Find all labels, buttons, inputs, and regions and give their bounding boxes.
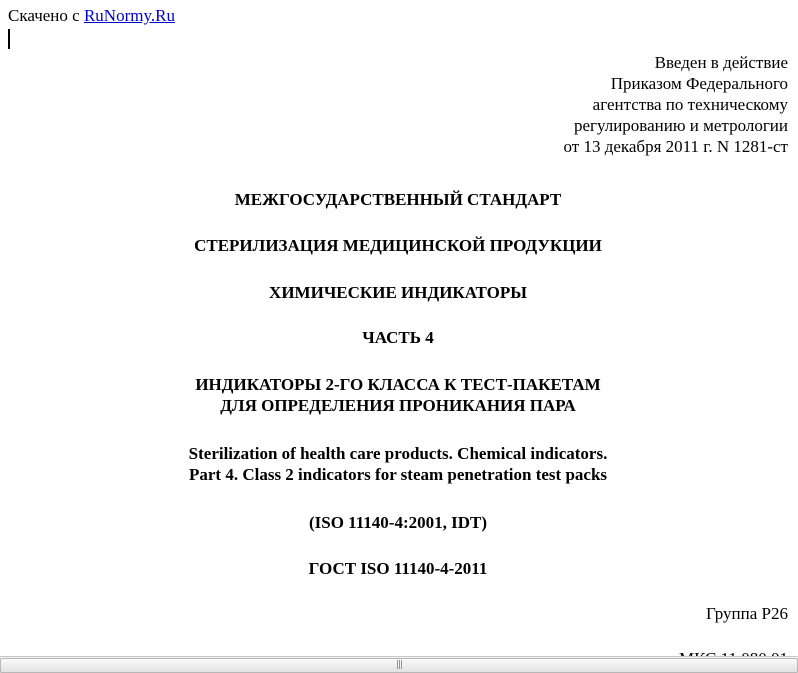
english-title-line: Sterilization of health care products. Chemical indicators. (188, 444, 608, 463)
title-heading-1: СТЕРИЛИЗАЦИЯ МЕДИЦИНСКОЙ ПРОДУКЦИИ (194, 236, 602, 255)
source-prefix: Скачено с (8, 6, 80, 25)
subtitle-line: ДЛЯ ОПРЕДЕЛЕНИЯ ПРОНИКАНИЯ ПАРА (220, 396, 576, 415)
english-title-line: Part 4. Class 2 indicators for steam penetration test packs (188, 465, 608, 484)
group-code: Группа Р26 (706, 604, 788, 623)
scrollbar-grip-icon: ||| (396, 660, 403, 670)
scrollbar-thumb[interactable] (0, 658, 798, 673)
horizontal-scrollbar[interactable] (0, 656, 798, 673)
enactment-line: Введен в действие (654, 53, 788, 72)
enactment-line: агентства по техническому (592, 95, 788, 114)
enactment-line: Приказом Федерального (610, 74, 788, 93)
gost-designation: ГОСТ ISO 11140-4-2011 (308, 559, 488, 578)
title-heading-2: ХИМИЧЕСКИЕ ИНДИКАТОРЫ (269, 283, 527, 302)
source-link[interactable]: RuNormy.Ru (83, 6, 175, 25)
enactment-note (563, 52, 788, 157)
part-heading: ЧАСТЬ 4 (362, 328, 434, 347)
subtitle-heading (0, 374, 796, 416)
enactment-line: регулированию и метрологии (573, 116, 788, 135)
source-line (8, 6, 175, 26)
subtitle-line: ИНДИКАТОРЫ 2-ГО КЛАССА К ТЕСТ-ПАКЕТАМ (195, 375, 601, 394)
english-title (0, 443, 796, 485)
standard-type-heading: МЕЖГОСУДАРСТВЕННЫЙ СТАНДАРТ (234, 190, 562, 209)
text-caret (8, 29, 10, 49)
iso-reference: (ISO 11140-4:2001, IDT) (308, 513, 488, 532)
enactment-line: от 13 декабря 2011 г. N 1281-ст (563, 137, 788, 156)
